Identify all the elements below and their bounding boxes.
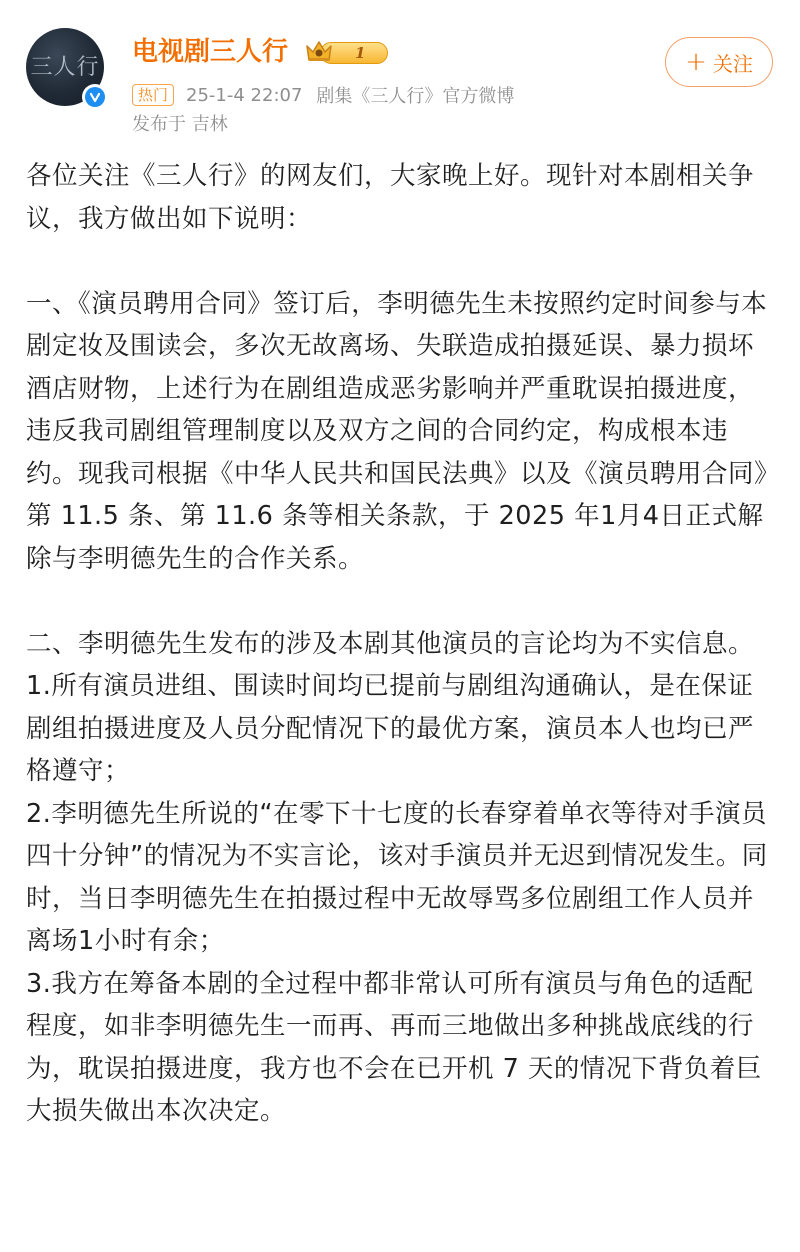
post-item-3: 3.我方在筹备本剧的全过程中都非常认可所有演员与角色的适配程度，如非李明德先生一而再、再而三地做出多种挑战底线的行为，耽误拍摄进度，我方也不会在已开机 7 天的情况下背负着巨大损失做出本次决定。 [26, 968, 762, 1126]
post-body [26, 155, 774, 1133]
follow-button[interactable] [665, 37, 773, 87]
author-avatar[interactable] [26, 28, 104, 106]
hot-tag: 热门 [132, 84, 174, 106]
follow-label: 关注 [712, 51, 753, 76]
rank-level: 1 [355, 44, 366, 62]
post-item-1: 1.所有演员进组、围读时间均已提前与剧组沟通确认，是在保证剧组拍摄进度及人员分配情况下的最优方案，演员本人也均已严格遵守； [26, 671, 755, 786]
post-timestamp: 25-1-4 22:07 [186, 84, 303, 106]
post-section-1: 一、《演员聘用合同》签订后，李明德先生未按照约定时间参与本剧定妆及围读会，多次无故离场、失联造成拍摄延误、暴力损坏酒店财物，上述行为在剧组造成恶劣影响并严重耽误拍摄进度，违反我司剧组管理制度以及双方之间的合同约定，构成根本违约。现我司根据《中华人民共和国民法典》以及《演员聘用合同》第 11.5 条、第 11.6 条等相关条款，于 2025 年1月4日正式解除与李明德先生的合作关系。 [26, 288, 768, 574]
post-source[interactable]: 剧集《三人行》官方微博 [316, 86, 515, 107]
plus-icon: + [685, 47, 707, 77]
avatar-text: 三人行 [30, 54, 100, 80]
post-meta [132, 82, 514, 108]
crown-icon [304, 38, 334, 68]
post-intro: 各位关注《三人行》的网友们，大家晚上好。现针对本剧相关争议，我方做出如下说明： [26, 161, 755, 234]
author-name[interactable]: 电视剧三人行 [132, 37, 289, 67]
post-section-2: 二、李明德先生发布的涉及本剧其他演员的言论均为不实信息。 [26, 628, 755, 659]
published-location: 发布于 吉林 [132, 114, 228, 135]
verified-v-icon [82, 84, 108, 110]
rank-badge[interactable] [304, 40, 388, 66]
post-item-2: 2.李明德先生所说的“在零下十七度的长春穿着单衣等待对手演员四十分钟”的情况为不实言论，该对手演员并无迟到情况发生。同时，当日李明德先生在拍摄过程中无故辱骂多位剧组工作人员并离场1小时有余； [26, 798, 768, 956]
